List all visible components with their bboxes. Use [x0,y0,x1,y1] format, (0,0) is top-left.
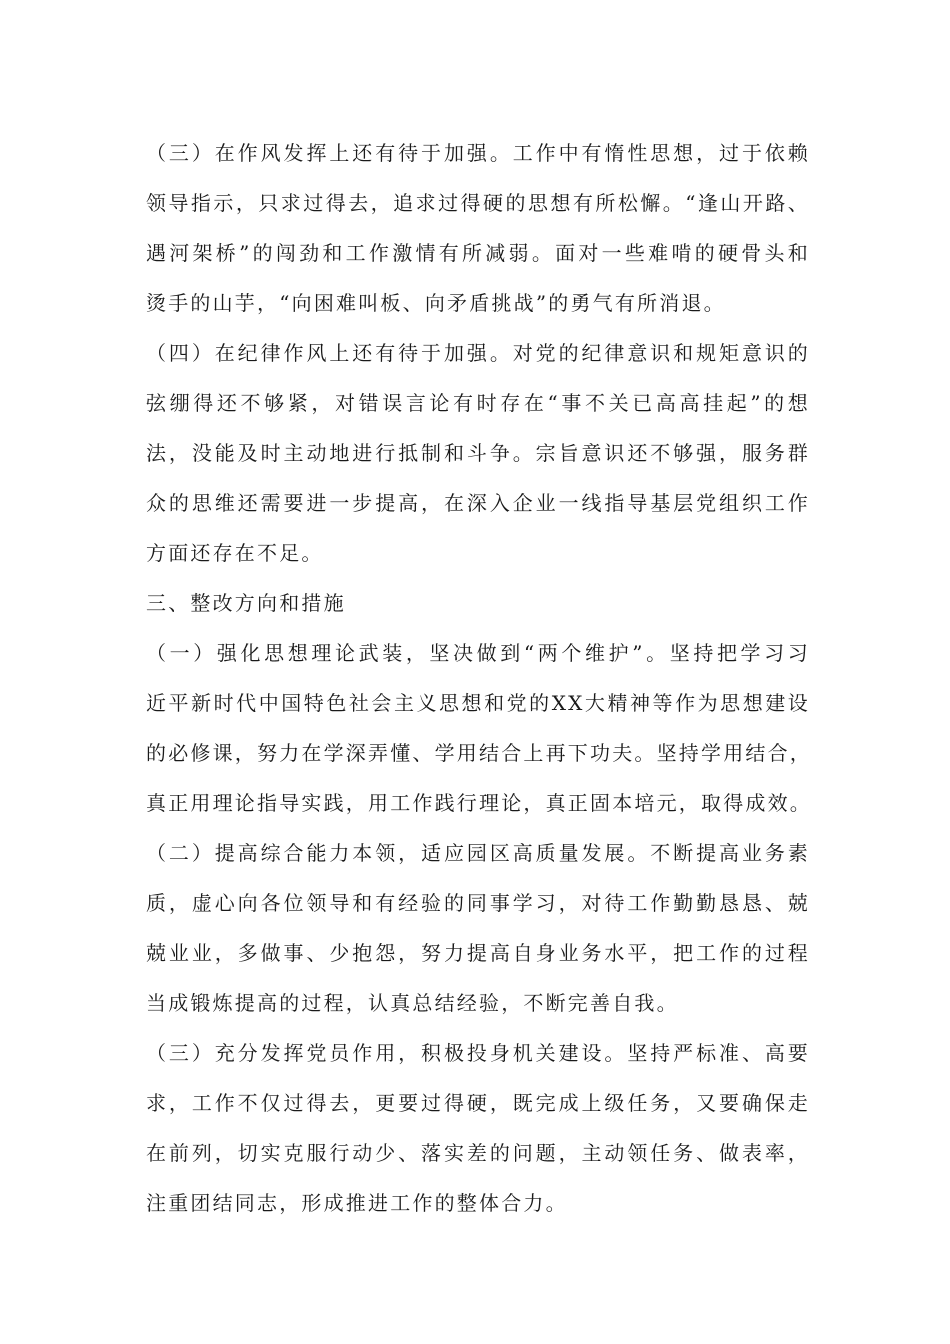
text-line: 法，没能及时主动地进行抵制和斗争。宗旨意识还不够强，服务群 [146,441,810,465]
text-line: 在前列，切实克服行动少、落实差的问题，主动领任务、做表率， [146,1141,810,1165]
paragraph-measure-2 [146,828,810,1028]
text-line: 注重团结同志，形成推进工作的整体合力。 [146,1191,568,1215]
text-line: 烫手的山芋，“向困难叫板、向矛盾挑战”的勇气有所消退。 [146,291,726,315]
text-line: 真正用理论指导实践，用工作践行理论，真正固本培元，取得成效。 [146,791,812,815]
text-line: （三）充分发挥党员作用，积极投身机关建设。坚持严标准、高要 [146,1041,810,1065]
text-line: 领导指示，只求过得去，追求过得硬的思想有所松懈。“逢山开路、 [146,191,810,215]
section-heading-text: 三、整改方向和措施 [146,591,346,615]
text-line: 弦绷得还不够紧，对错误言论有时存在“事不关已高高挂起”的想 [146,391,810,415]
paragraph-measure-1 [146,628,810,828]
text-line: （三）在作风发挥上还有待于加强。工作中有惰性思想，过于依赖 [146,141,810,165]
section-heading [146,578,810,628]
text-line: 近平新时代中国特色社会主义思想和党的XX大精神等作为思想建设 [146,691,810,715]
text-line: 当成锻炼提高的过程，认真总结经验，不断完善自我。 [146,991,679,1015]
text-line: 众的思维还需要进一步提高，在深入企业一线指导基层党组织工作 [146,491,810,515]
paragraph-problem-3 [146,128,810,328]
text-line: 兢业业，多做事、少抱怨，努力提高自身业务水平，把工作的过程 [146,941,810,965]
document-body [146,128,810,1228]
text-line: （四）在纪律作风上还有待于加强。对党的纪律意识和规矩意识的 [146,341,810,365]
text-line: 求，工作不仅过得去，更要过得硬，既完成上级任务，又要确保走 [146,1091,810,1115]
text-line: （二）提高综合能力本领，适应园区高质量发展。不断提高业务素 [146,841,810,865]
text-line: 方面还存在不足。 [146,541,324,565]
paragraph-problem-4 [146,328,810,578]
text-line: 质，虚心向各位领导和有经验的同事学习，对待工作勤勤恳恳、兢 [146,891,810,915]
text-line: 的必修课，努力在学深弄懂、学用结合上再下功夫。坚持学用结合， [146,741,812,765]
text-line: 遇河架桥”的闯劲和工作激情有所减弱。面对一些难啃的硬骨头和 [146,241,810,265]
paragraph-measure-3 [146,1028,810,1228]
text-line: （一）强化思想理论武装，坚决做到“两个维护”。坚持把学习习 [146,641,810,665]
